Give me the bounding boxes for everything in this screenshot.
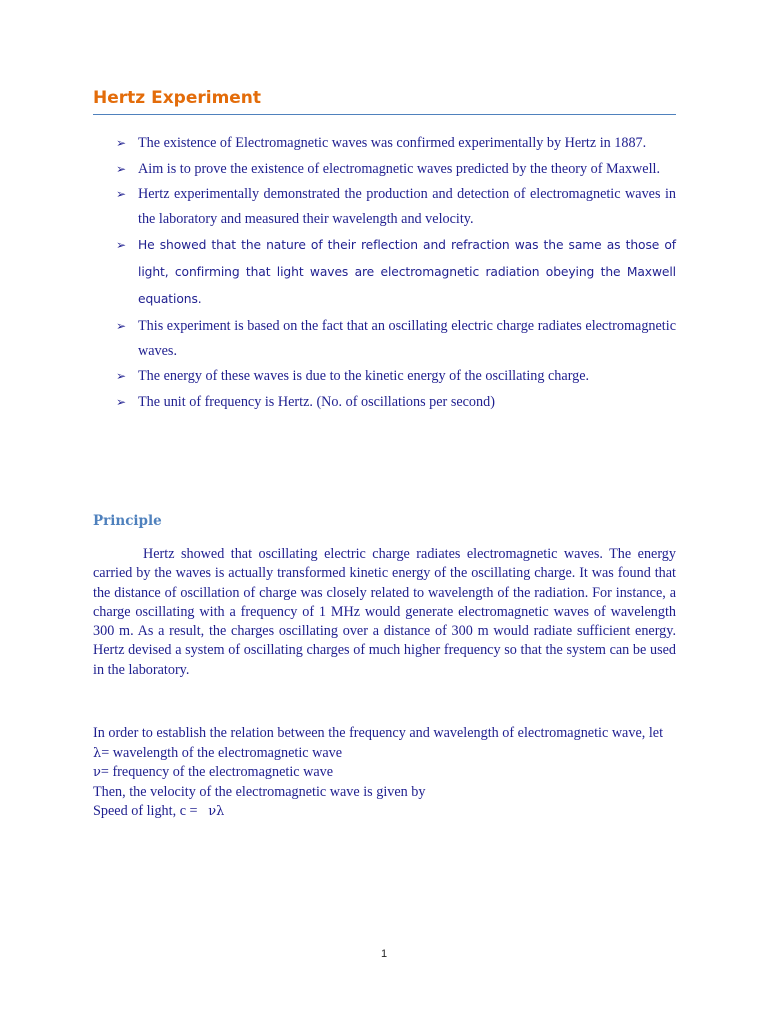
- speed-formula-line: Speed of light, c = νλ: [93, 803, 225, 819]
- list-item: ➢ The unit of frequency is Hertz. (No. of oscillations per second): [93, 390, 676, 415]
- title-underline: [93, 114, 676, 115]
- principle-paragraph: Hertz showed that oscillating electric charge radiates electromagnetic waves. The energy carried by the waves is actually transformed kinetic energy of the oscillating charge. It was found that the distance of oscillation of charge was closely related to wavelength of the radiation. For instance, a charge oscillating with a frequency of 1 MHz would generate electromagnetic waves of wavelength 300 m. As a result, the charges oscillating over a distance of 300 m would radiate sufficient energy. Hertz devised a system of oscillating charges of much higher frequency so that the system can be used in the laboratory.: [93, 546, 676, 678]
- arrow-bullet-icon: ➢: [116, 394, 127, 409]
- relation-intro: In order to establish the relation between the frequency and wavelength of electromagnetic wave, let: [93, 725, 664, 741]
- nu-definition: ν= frequency of the electromagnetic wave: [93, 764, 334, 780]
- list-item: ➢ This experiment is based on the fact that an oscillating electric charge radiates electromagnetic waves.: [93, 314, 676, 363]
- arrow-bullet-icon: ➢: [116, 369, 127, 383]
- list-item: ➢ The existence of Electromagnetic waves was confirmed experimentally by Hertz in 1887.: [93, 131, 676, 156]
- page-number: 1: [380, 948, 388, 960]
- velocity-line: Then, the velocity of the electromagnetic wave is given by: [93, 783, 426, 800]
- arrow-bullet-icon: ➢: [116, 161, 127, 176]
- list-item: ➢ He showed that the nature of their reflection and refraction was the same as those of light, confirming that light waves are electromagnetic radiation obeying the Maxwell equations.: [93, 232, 676, 313]
- list-item: ➢ Hertz experimentally demonstrated the production and detection of electromagnetic waves in the laboratory and measured their wavelength and velocity.: [93, 182, 676, 231]
- arrow-bullet-icon: ➢: [116, 238, 126, 252]
- arrow-bullet-icon: ➢: [116, 319, 127, 333]
- arrow-bullet-icon: ➢: [116, 187, 127, 201]
- principle-heading: Principle: [93, 513, 162, 529]
- speed-formula: νλ: [208, 804, 225, 819]
- relation-section: [93, 724, 676, 822]
- arrow-bullet-icon: ➢: [116, 136, 127, 150]
- lambda-symbol: λ: [93, 745, 102, 761]
- nu-symbol: ν: [93, 765, 101, 780]
- document-title: Hertz Experiment: [93, 88, 262, 108]
- list-item: ➢ The energy of these waves is due to the kinetic energy of the oscillating charge.: [93, 364, 676, 389]
- bullet-list: [93, 131, 676, 415]
- lambda-definition: λ= wavelength of the electromagnetic wave: [93, 744, 343, 761]
- list-item: ➢ Aim is to prove the existence of electromagnetic waves predicted by the theory of Maxwell.: [93, 157, 676, 182]
